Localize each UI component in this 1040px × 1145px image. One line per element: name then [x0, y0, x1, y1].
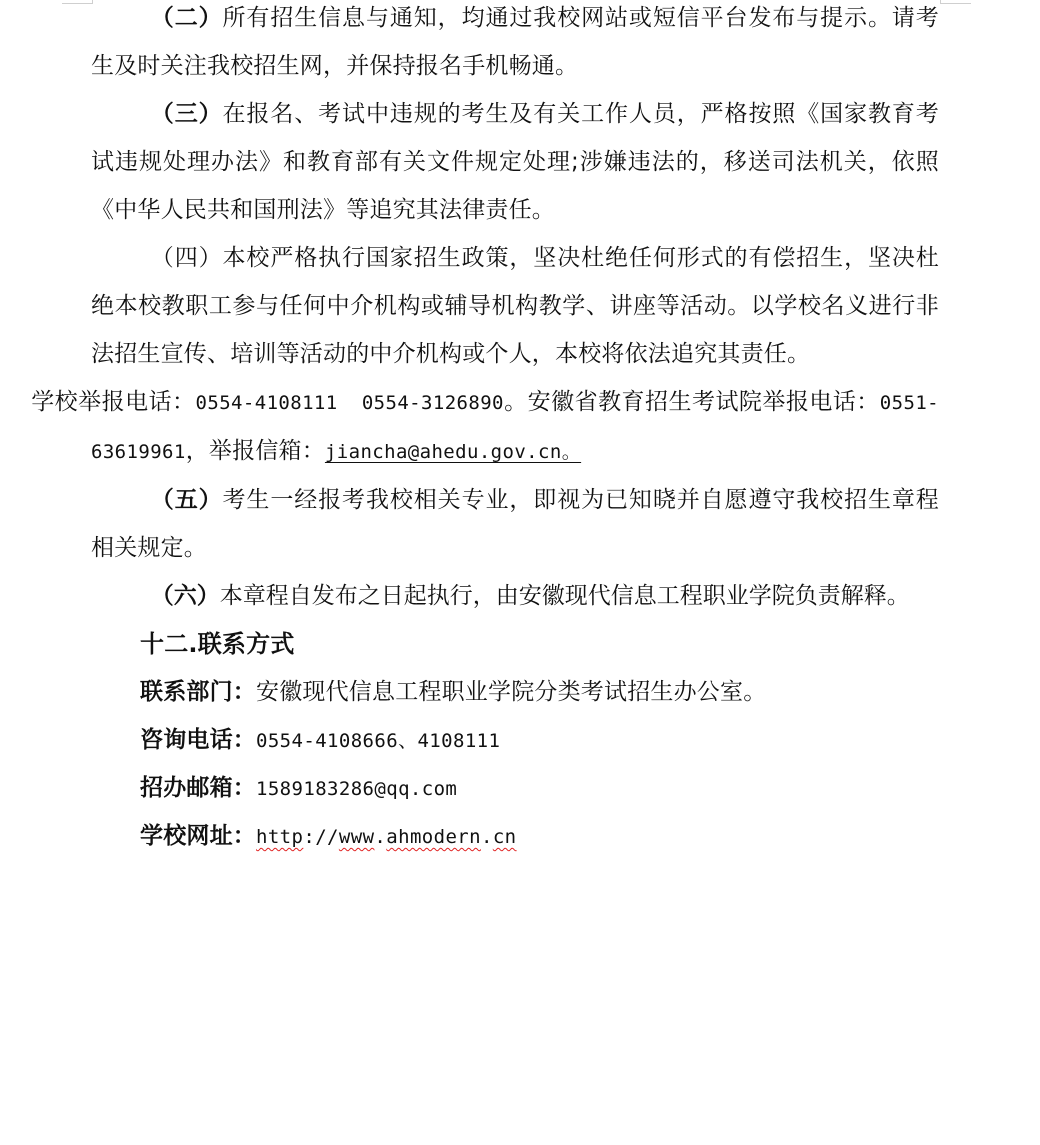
report-phones: 0554-4108111 0554-3126890 [195, 392, 504, 414]
report-email-link[interactable]: jiancha@ahedu.gov.cn。 [324, 441, 582, 463]
website-dot-2: . [480, 826, 493, 848]
paragraph-section-6 [91, 572, 939, 620]
document-body [31, 0, 939, 860]
paragraph-section-2 [91, 0, 939, 90]
contact-phone-label: 咨询电话： [140, 727, 256, 753]
section-2-label: （二） [150, 5, 223, 31]
section-5-label: （五） [150, 487, 223, 513]
section-5-text: 考生一经报考我校相关专业，即视为已知晓并自愿遵守我校招生章程相关规定。 [91, 487, 939, 561]
contact-website-link[interactable] [256, 826, 517, 848]
contact-phone-line [140, 716, 939, 764]
contact-section [140, 620, 939, 860]
report-prefix: 学校举报电话： [31, 389, 196, 415]
section-3-label: （三） [150, 101, 223, 127]
section-6-text: 本章程自发布之日起执行，由安徽现代信息工程职业学院负责解释。 [219, 583, 910, 609]
section-3-text: 在报名、考试中违规的考生及有关工作人员，严格按照《国家教育考试违规处理办法》和教育部有关文件规定处理;涉嫌违法的，移送司法机关，依照《中华人民共和国刑法》等追究其法律责任。 [91, 101, 939, 223]
contact-email-label: 招办邮箱： [140, 775, 256, 801]
contact-website-label: 学校网址： [140, 823, 256, 849]
paragraph-section-3 [91, 90, 939, 234]
contact-website-line [140, 812, 939, 860]
section-2-text: 所有招生信息与通知，均通过我校网站或短信平台发布与提示。请考生及时关注我校招生网，并保持报名手机畅通。 [91, 5, 939, 79]
website-www: www [338, 826, 375, 848]
contact-department-label: 联系部门： [140, 679, 256, 705]
report-email-prefix: ，举报信箱： [185, 438, 325, 464]
section-6-label: （六） [150, 583, 220, 609]
page-corner-mark-left [62, 0, 93, 4]
contact-department-value: 安徽现代信息工程职业学院分类考试招生办公室。 [256, 679, 767, 705]
website-dot-1: . [374, 826, 387, 848]
report-phone-2: 0551-63619961 [91, 392, 939, 463]
website-protocol: http [256, 826, 304, 848]
contact-heading: 十二.联系方式 [140, 630, 295, 658]
section-4-text: （四）本校严格执行国家招生政策，坚决杜绝任何形式的有偿招生，坚决杜绝本校教职工参与任何中介机构或辅导机构教学、讲座等活动。以学校名义进行非法招生宣传、培训等活动的中介机构或个人，本校将依法追究其责任。 [91, 245, 939, 367]
report-middle: 。安徽省教育招生考试院举报电话： [503, 389, 880, 415]
page-corner-mark-right [940, 0, 971, 4]
contact-email-value[interactable]: 1589183286@qq.com [256, 778, 458, 800]
paragraph-section-4 [31, 234, 939, 476]
website-tld: cn [492, 826, 517, 848]
website-domain: ahmodern [386, 826, 481, 848]
contact-email-line [140, 764, 939, 812]
website-separator: :// [303, 826, 339, 848]
contact-department-line [140, 668, 939, 716]
contact-phone-value: 0554-4108666、4108111 [256, 730, 501, 752]
paragraph-section-5 [91, 476, 939, 572]
